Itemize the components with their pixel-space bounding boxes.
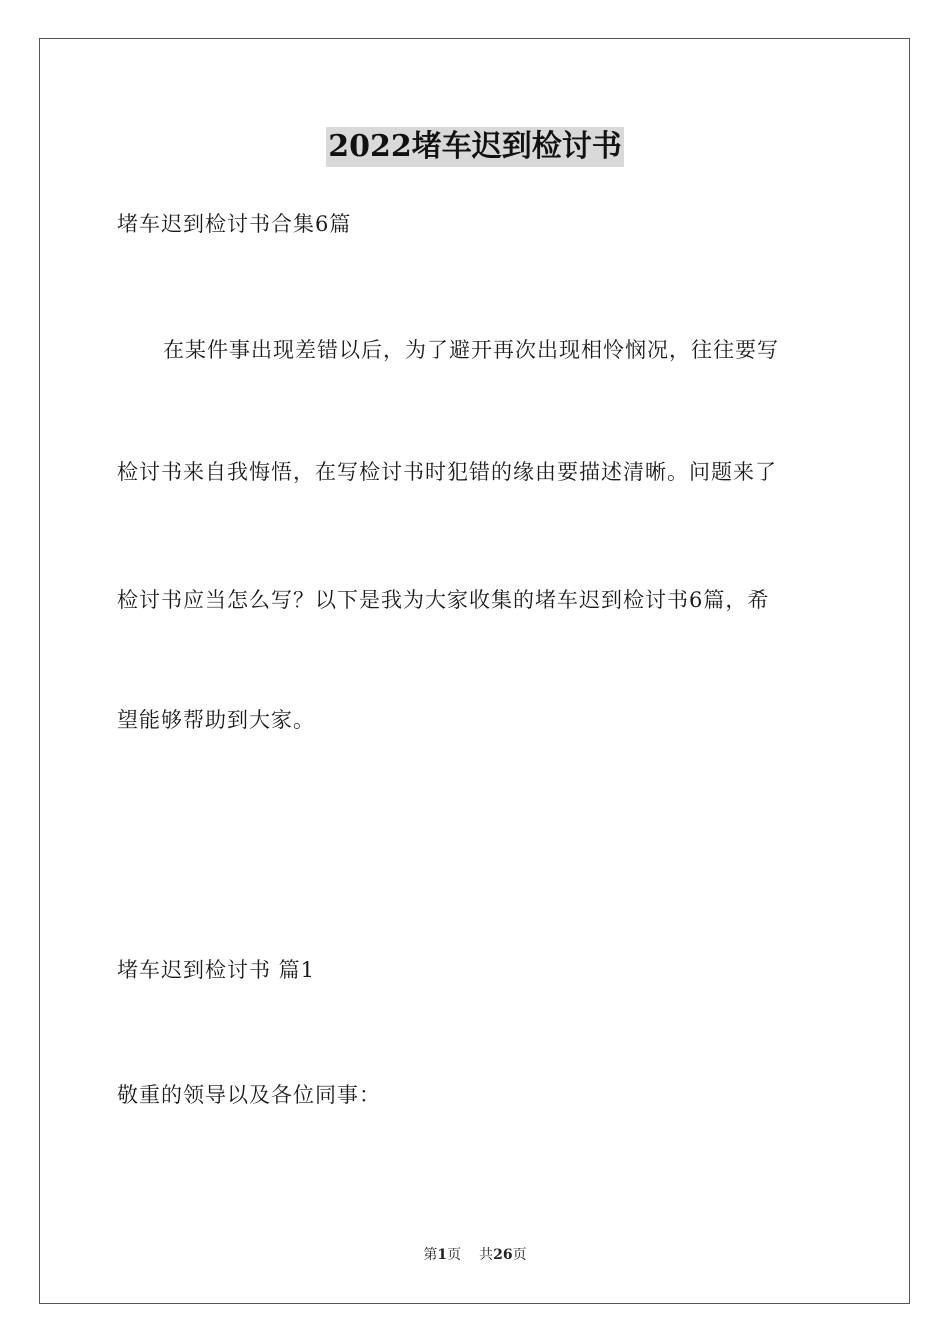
intro-line-3: 检讨书应当怎么写？以下是我为大家收集的堵车迟到检讨书6篇，希 [117, 588, 770, 612]
page-footer [0, 1245, 950, 1265]
intro-line-4: 望能够帮助到大家。 [117, 708, 315, 732]
total-suffix: 页 [512, 1247, 527, 1263]
document-subtitle: 堵车迟到检讨书合集6篇 [117, 212, 352, 236]
section-heading: 堵车迟到检讨书 篇1 [117, 958, 316, 982]
page-suffix: 页 [447, 1247, 462, 1263]
page-prefix: 第 [423, 1247, 438, 1263]
greeting-line: 敬重的领导以及各位同事： [117, 1083, 381, 1107]
title-container [0, 127, 950, 167]
page-number: 1 [437, 1247, 448, 1263]
total-pages: 26 [493, 1247, 513, 1263]
total-prefix: 共 [479, 1247, 494, 1263]
intro-line-2: 检讨书来自我悔悟，在写检讨书时犯错的缘由要描述清晰。问题来了 [117, 460, 777, 484]
intro-line-1: 在某件事出现差错以后，为了避开再次出现相怜悯况，往往要写 [163, 338, 779, 362]
document-title: 2022堵车迟到检讨书 [326, 127, 624, 167]
